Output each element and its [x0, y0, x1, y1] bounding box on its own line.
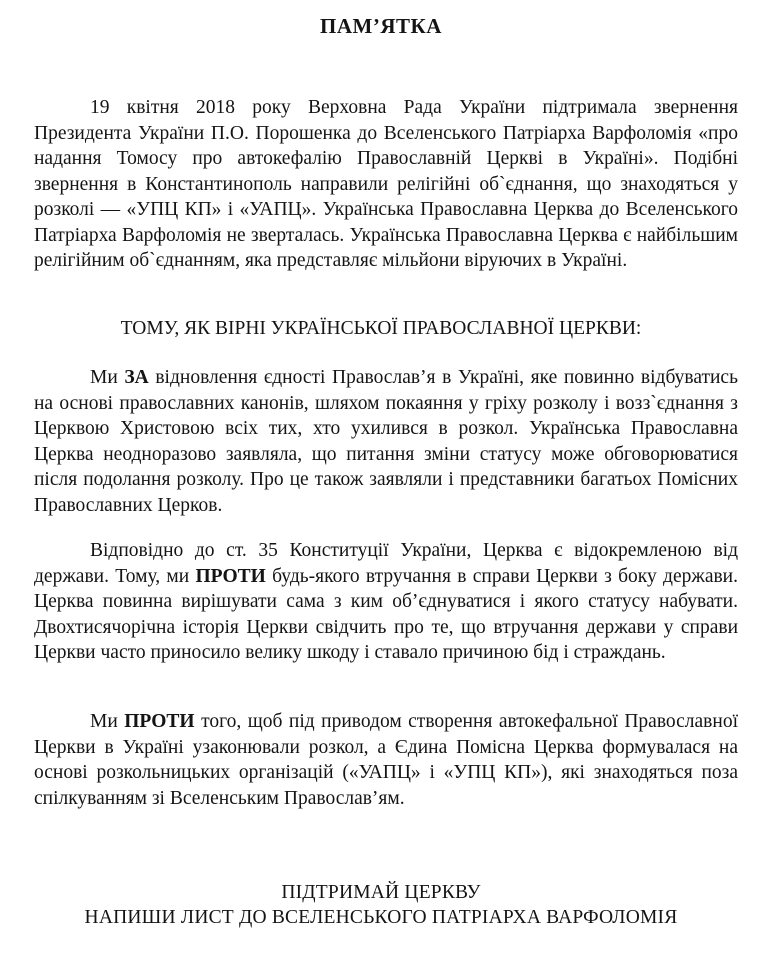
paragraph-against-interference-emphasis: ПРОТИ [195, 565, 266, 587]
intro-paragraph: 19 квітня 2018 року Верховна Рада України підтримала звернення Президента України П.О. Порошенка до Вселенського Патріарха Варфоломія «про надання Томосу про автокефалію Православній Церкві в Україні». Подібні звернення в Константинополь направили релігійні об`єднання, що знаходяться у розколі — «УПЦ КП» і «УАПЦ». Українська Православна Церква до Вселенського Патріарха Варфоломія не зверталась. Українська Православна Церква є найбільшим релігійним об`єднанням, яка представляє мільйони віруючих в Україні. [34, 97, 738, 271]
footer-call-write-letter: НАПИШИ ЛИСТ ДО ВСЕЛЕНСЬКОГО ПАТРІАРХА ВАРФОЛОМІЯ [84, 907, 678, 928]
paragraph-for-lead: Ми [90, 367, 125, 388]
paragraph-against-schism-rest: того, щоб під приводом створення автокефальної Православної Церкви в Україні узаконювали розкол, а Єдина Помісна Церква формувалася на основі розкольницьких організацій («УАПЦ» і «УПЦ КП»), які знаходяться поза спілкуванням зі Вселенським Православ’ям. [34, 711, 738, 809]
paragraph-against-interference-rest: будь-якого втручання в справи Церкви з боку держави. Церква повинна вирішувати сама з ким об’єднуватися і якого статусу набувати. Двохтисячорічна історія Церкви свідчить про те, що втручання держави у справи Церкви часто приносило велику шкоду і ставало причиною бід і страждань. [34, 565, 738, 663]
paragraph-against-interference [34, 538, 738, 666]
paragraph-against-interference-lead: Відповідно до ст. 35 Конституції України, Церква є відокремленою від держави. Тому, ми [34, 540, 738, 587]
paragraph-for-emphasis: ЗА [124, 367, 149, 388]
paragraph-against-schism-lead: Ми [90, 711, 125, 732]
paragraph-for [34, 365, 738, 518]
section-heading: ТОМУ, ЯК ВІРНІ УКРАЇНСЬКОЇ ПРАВОСЛАВНОЇ ЦЕРКВИ: [120, 318, 642, 339]
paragraph-for-rest: відновлення єдності Православ’я в Україні, яке повинно відбуватись на основі православних канонів, шляхом покаяння у гріху розколу і возз`єднання з Церквою Христовою всіх тих, хто ухилився в розкол. Українська Православна Церква неодноразово заявляла, що питання зміни статусу може обговорюватися після подолання розколу. Про це також заявляли і представники багатьох Помісних Православних Церков. [34, 367, 738, 516]
document-title: ПАМ’ЯТКА [320, 14, 442, 38]
paragraph-against-schism [34, 709, 738, 811]
footer-call-support: ПІДТРИМАЙ ЦЕРКВУ [281, 882, 481, 903]
paragraph-against-schism-emphasis: ПРОТИ [124, 711, 195, 732]
